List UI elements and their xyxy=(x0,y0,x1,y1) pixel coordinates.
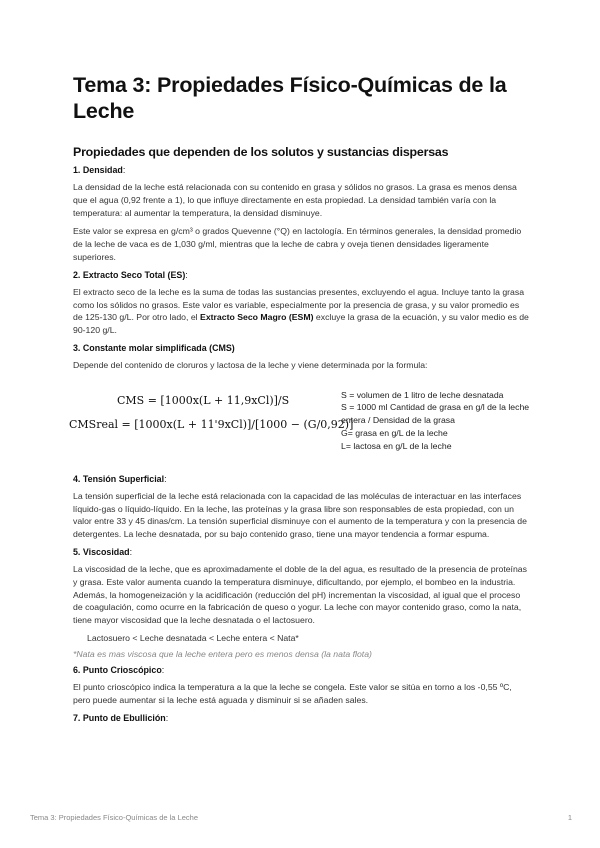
page-footer xyxy=(30,813,572,822)
legend-item: S = 1000 ml Cantidad de grasa en g/l de la leche entera / Densidad de la grasa xyxy=(341,402,530,426)
heading-ebullicion: 7. Punto de Ebullición: xyxy=(73,712,169,723)
heading-tension: 4. Tensión Superficial: xyxy=(73,473,167,484)
paragraph-tension: La tensión superficial de la leche está relacionada con la capacidad de las moléculas de interactuar en las interfaces líquido-gas o líquido-líquido. En la leche, las proteínas y la grasa libre son responsables de esta propiedad, con un valor entre 33 y 45 dinas/cm. La tensión superficial disminuye con el aumento de la temperatura y con la presencia de detergentes. La leche desnatada, por su bajo contenido graso, tiene una mayor tendencia a formar espuma. xyxy=(73,490,527,540)
formula-cms-real: CMSreal = [1000x(L + 11'9xCl)]/[1000 − (G/0,92)] xyxy=(69,417,354,431)
formula-cms: CMS = [1000x(L + 11,9xCl)]/S xyxy=(117,393,290,407)
heading-extracto: 2. Extracto Seco Total (ES): xyxy=(73,269,188,280)
page-number: 1 xyxy=(567,813,572,822)
paragraph-densidad-1: La densidad de la leche está relacionada con su contenido en grasa y sólidos no grasos. La grasa es menos densa que el agua (0,92 frente a 1), lo que influye directamente en esta propiedad. La densidad también varía con la temperatura: al aumentar la temperatura, la densidad disminuye. xyxy=(73,182,517,218)
paragraph-densidad-2: Este valor se expresa en g/cm³ o grados Quevenne (°Q) en lactología. En términos generales, la densidad promedio de la leche de vaca es de 1,030 g/ml, mientras que la leche de cabra y oveja tienen densidades ligeramente superiores. xyxy=(73,226,522,262)
viscosity-order: Lactosuero < Leche desnatada < Leche entera < Nata* xyxy=(87,632,299,643)
heading-viscosidad: 5. Viscosidad: xyxy=(73,546,133,557)
heading-cms: 3. Constante molar simplificada (CMS) xyxy=(73,342,235,353)
footer-title: Tema 3: Propiedades Físico-Químicas de la Leche xyxy=(30,813,198,822)
viscosity-note: *Nata es mas viscosa que la leche entera pero es menos densa (la nata flota) xyxy=(73,648,372,659)
paragraph-extracto: El extracto seco de la leche es la suma de todas las sustancias presentes, excluyendo el agua. Incluye tanto la grasa como los sólidos no grasos. Este valor es variable, especialmente por la presencia de grasa, y su valor promedio es de 125-130 g/L. Por otro lado, el Extracto Seco Magro (ESM) excluye la grasa de la ecuación, y su valor medio es de 90-120 g/L. xyxy=(73,286,529,336)
legend-item: L= lactosa en g/L de la leche xyxy=(341,440,452,451)
paragraph-cms: Depende del contenido de cloruros y lactosa de la leche y viene determinada por la formula: xyxy=(73,359,428,370)
formula-legend xyxy=(341,389,541,453)
legend-item: S = volumen de 1 litro de leche desnatada xyxy=(341,389,504,400)
bold-esm: Extracto Seco Magro (ESM) xyxy=(200,312,314,323)
paragraph-viscosidad: La viscosidad de la leche, que es aproximadamente el doble de la del agua, es resultado de la presencia de proteínas y grasa. Este valor aumenta cuando la temperatura disminuye, dificultando, por ejemplo, el bombeo en la industria. Además, la homogeneización y la acidificación (reducción del pH) incrementan la viscosidad, al igual que el proceso de coagulación, como ocurre en la fabricación de queso o yogur. La leche con mayor contenido graso, como la nata, tiene mayor viscosidad que la leche desnatada o el lactosuero. xyxy=(73,563,527,626)
page-title: Tema 3: Propiedades Físico-Químicas de la Leche xyxy=(73,73,507,123)
legend-item: G= grasa en g/L de la leche xyxy=(341,427,448,438)
heading-densidad: 1. Densidad: xyxy=(73,165,126,175)
formula-block xyxy=(69,378,530,470)
heading-crioscopico: 6. Punto Crioscópico: xyxy=(73,664,165,675)
document-page xyxy=(69,72,530,729)
paragraph-crioscopico: El punto crioscópico indica la temperatura a la que la leche se congela. Este valor se sitúa en torno a los -0,55 ºC, pero puede aumentar si la leche está aguada y disminuir si se añaden sales. xyxy=(73,681,512,705)
section-subtitle: Propiedades que dependen de los solutos y sustancias dispersas xyxy=(73,145,449,159)
